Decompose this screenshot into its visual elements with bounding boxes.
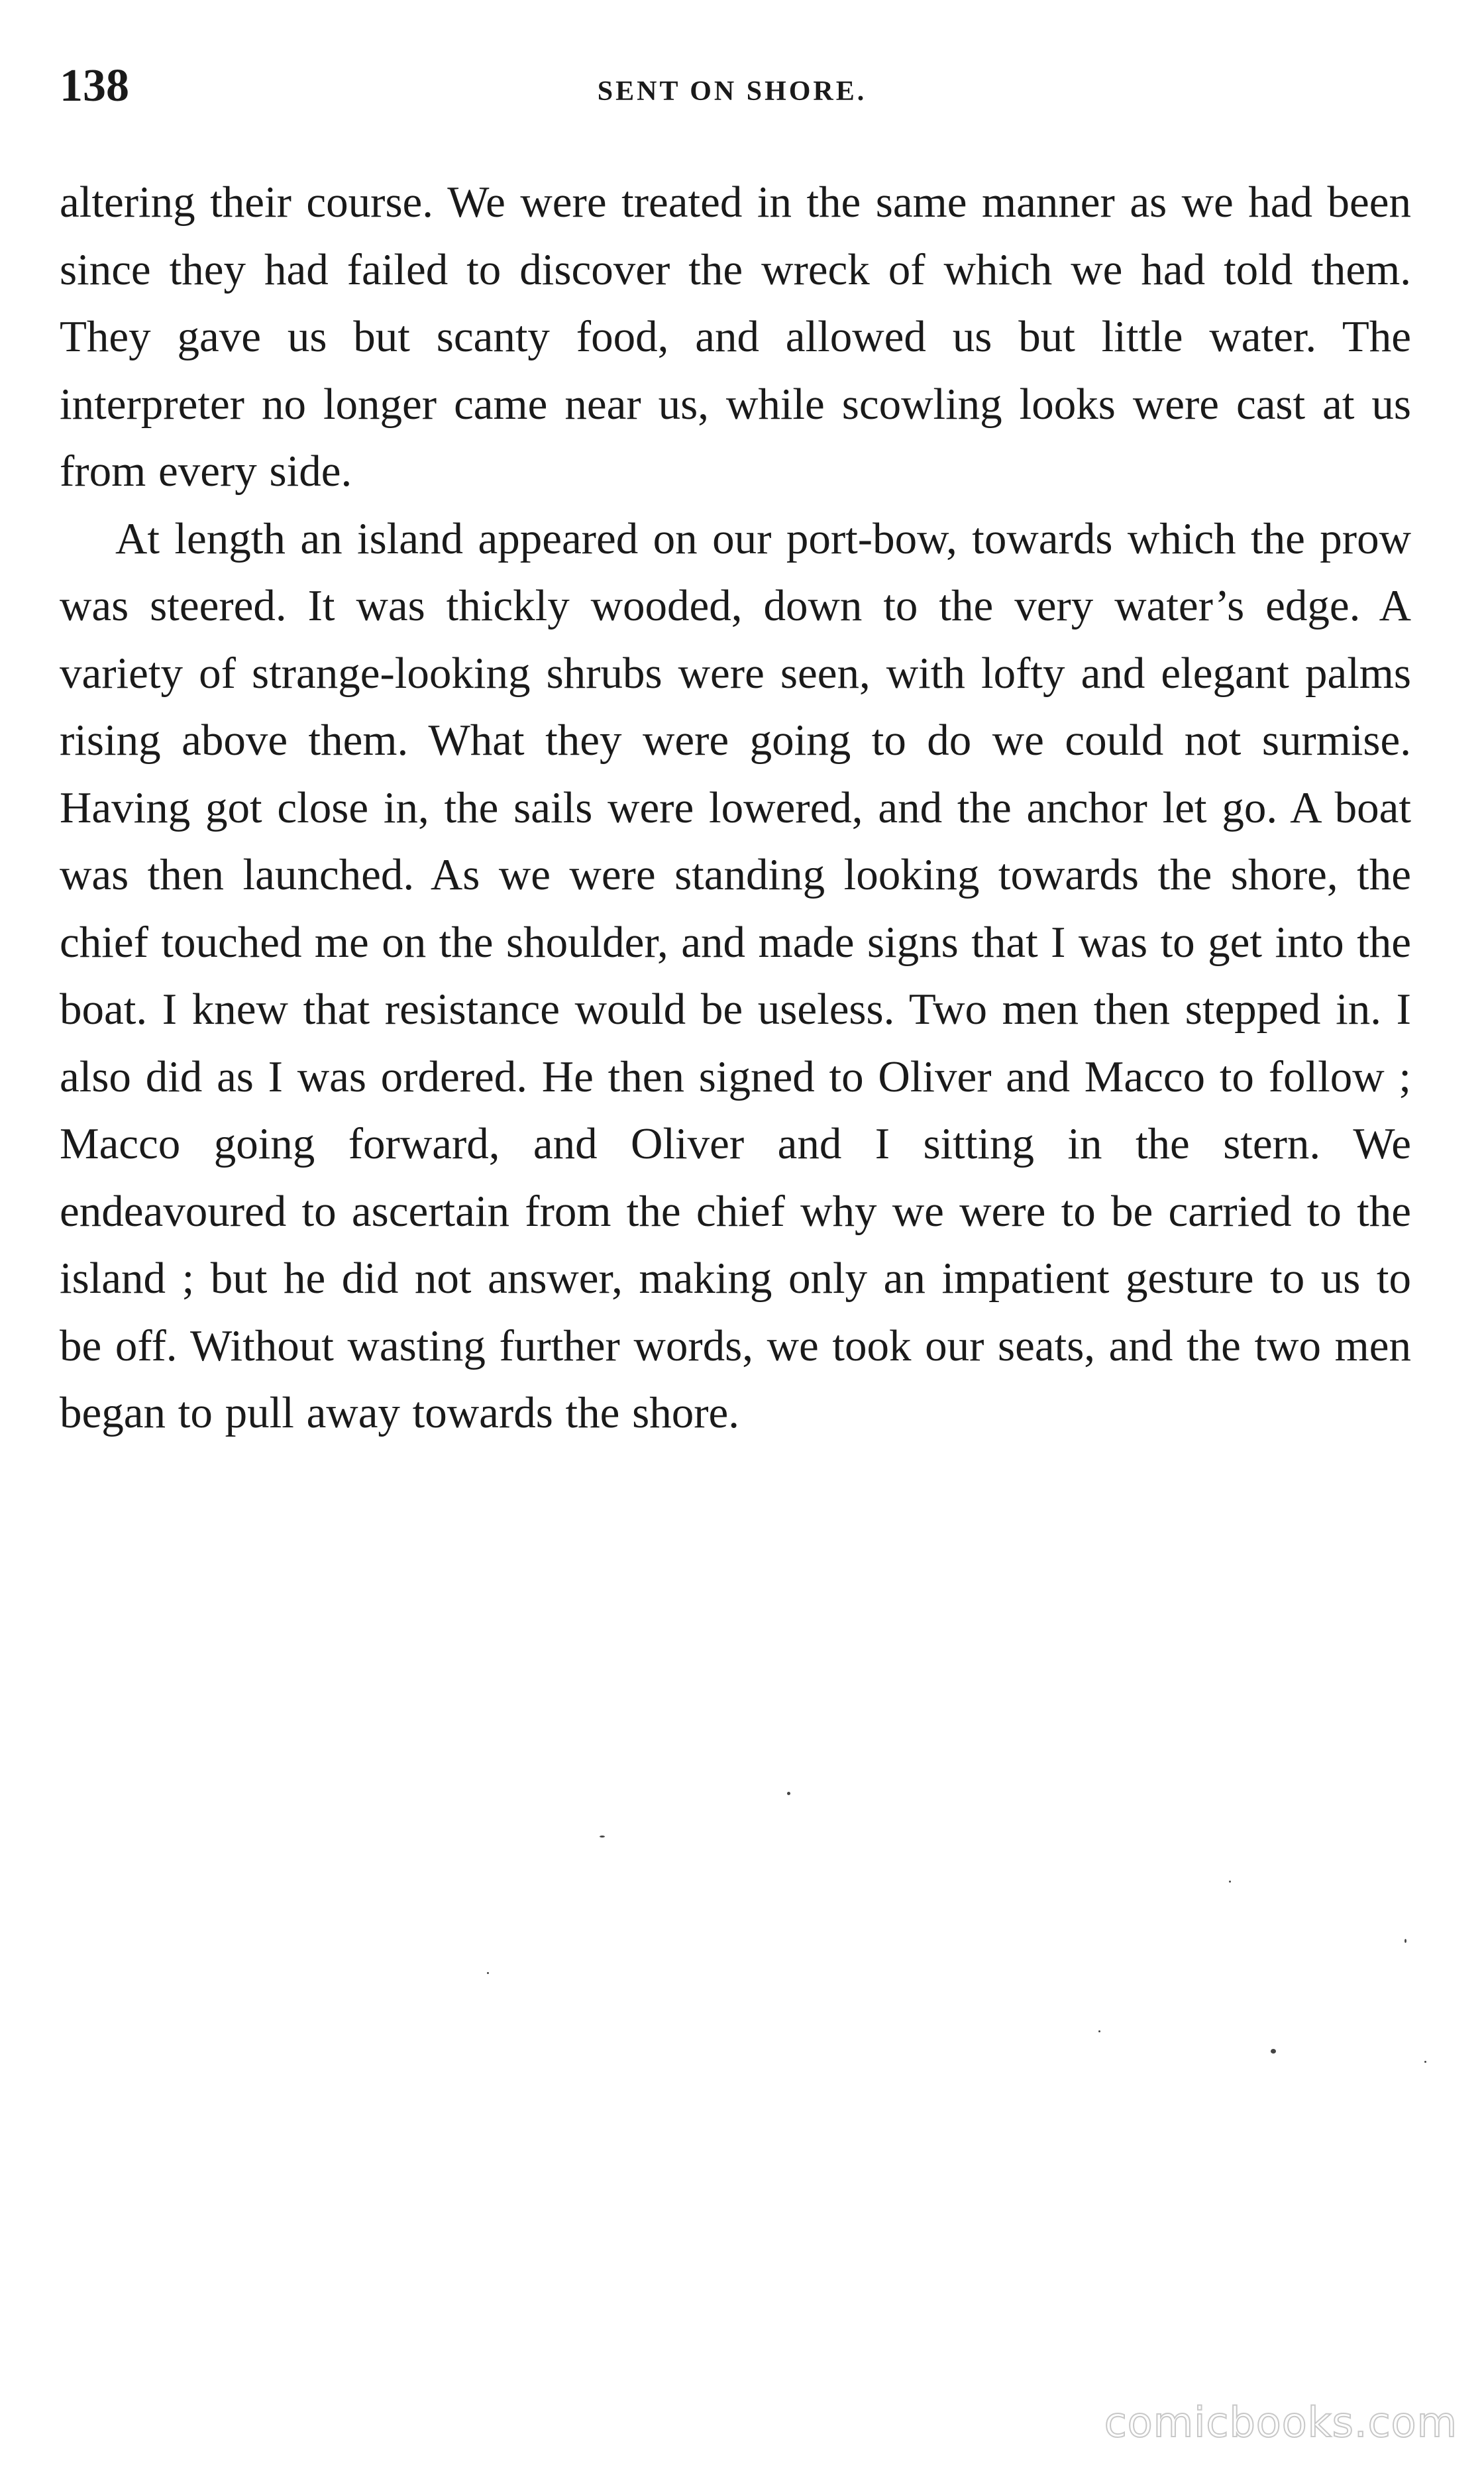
scan-speck bbox=[1404, 1939, 1406, 1943]
scan-speck bbox=[1229, 1881, 1231, 1883]
scan-speck bbox=[600, 1836, 605, 1838]
page-header bbox=[60, 53, 1404, 119]
scan-speck bbox=[1098, 2030, 1100, 2032]
paragraph-2: At length an island appeared on our port-bow, towards which the prow was steered. It was thickly wooded, down to the very water’s edge. A variety of strange-looking shrubs were seen, with lofty and elegant palms rising above them. What they were going to do we could not surmise. Having got close in, the sails were lowered, and the anchor let go. A boat was then launched. As we were standing looking towards the shore, the chief touched me on the shoulder, and made signs that I was to get into the boat. I knew that resistance would be useless. Two men then stepped in. I also did as I was ordered. He then signed to Oliver and Macco to follow ; Macco going forward, and Oliver and I sitting in the stern. We endeavoured to ascertain from the chief why we were to be carried to the island ; but he did not answer, making only an impatient gesture to us to be off. Without wasting further words, we took our seats, and the two men began to pull away towards the shore. bbox=[60, 514, 1411, 1437]
scan-speck bbox=[1424, 2061, 1426, 2063]
running-head: SENT ON SHORE. bbox=[597, 76, 867, 107]
watermark-logo: comicbooks.com bbox=[1104, 2398, 1458, 2446]
scan-speck bbox=[1271, 2049, 1276, 2054]
paragraph-1: altering their course. We were treated in the same manner as we had been since they had failed to discover the wreck of which we had told them. They gave us but scanty food, and allowed us but little water. The interpreter no longer came near us, while scowling looks were cast at us from every side. bbox=[60, 178, 1411, 496]
body-text bbox=[60, 169, 1411, 1447]
scan-speck bbox=[787, 1792, 790, 1795]
scan-speck bbox=[487, 1972, 489, 1974]
page-number: 138 bbox=[60, 60, 129, 111]
